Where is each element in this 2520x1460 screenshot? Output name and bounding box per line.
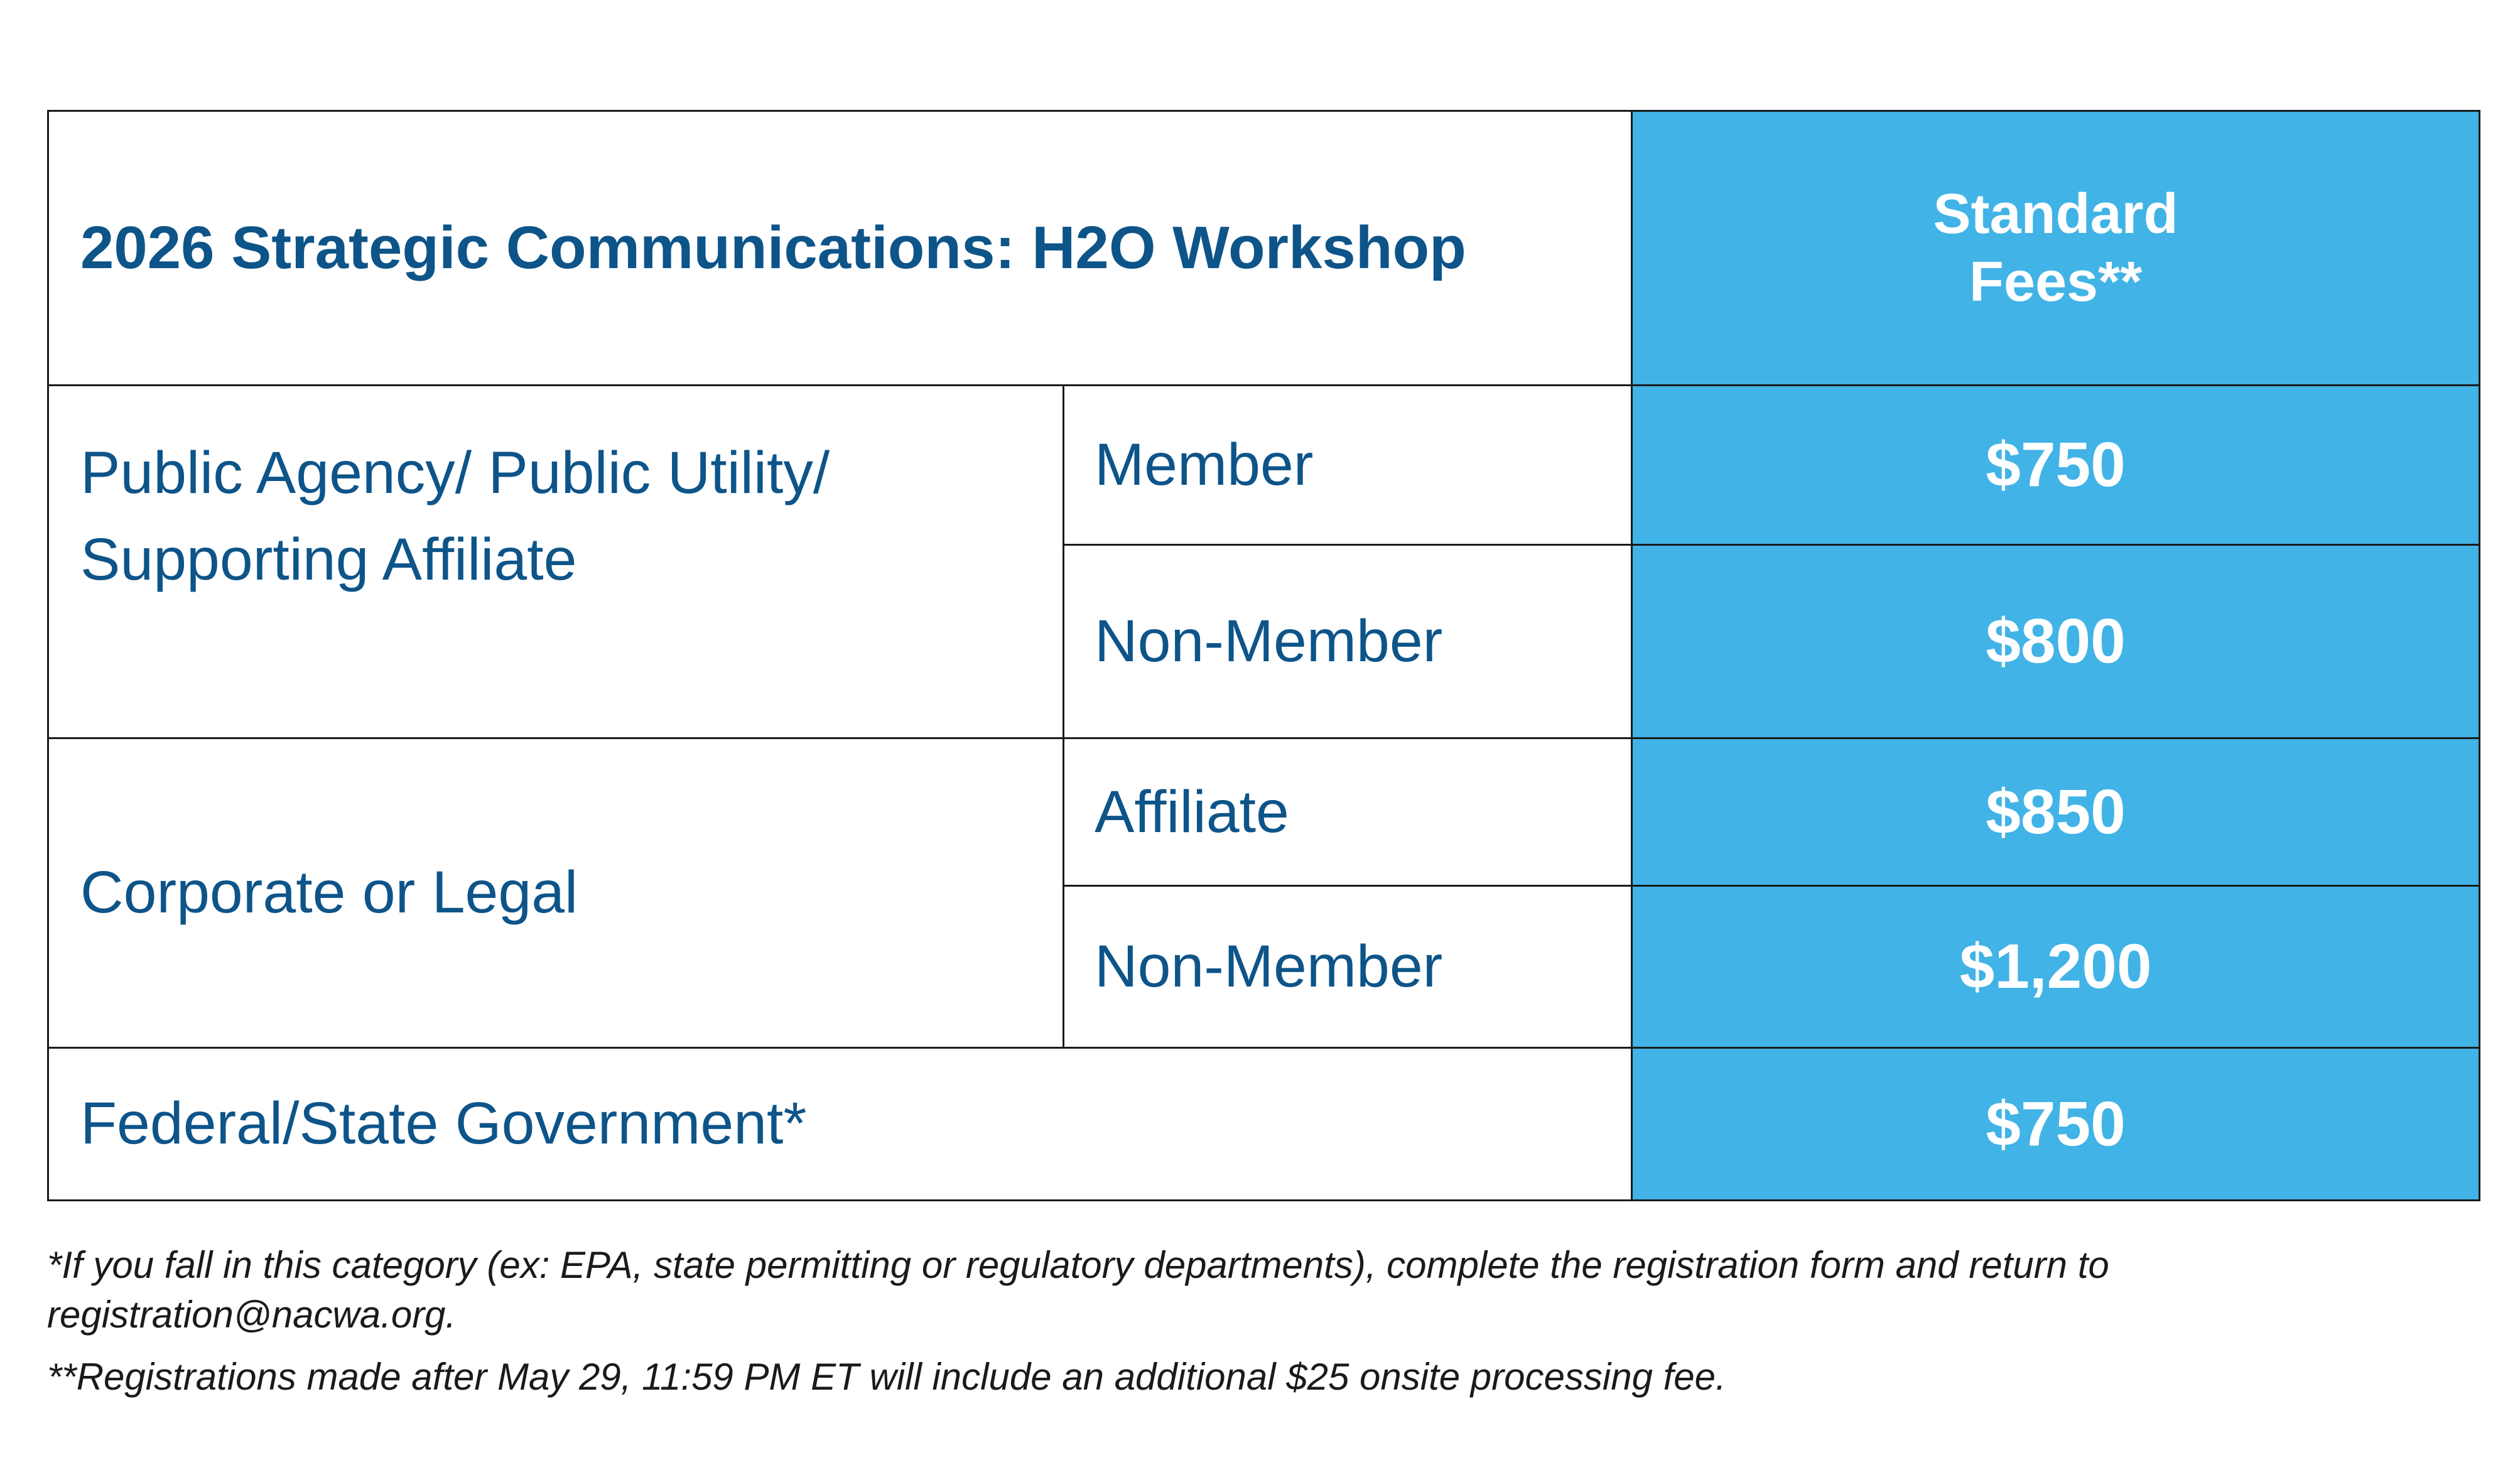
fee-value: $850 xyxy=(1632,738,2480,886)
fee-value: $750 xyxy=(1632,386,2480,545)
member-type: Affiliate xyxy=(1064,738,1632,886)
member-type: Member xyxy=(1064,386,1632,545)
table-row xyxy=(48,738,2480,886)
fee-value: $800 xyxy=(1632,545,2480,738)
fee-table xyxy=(47,110,2480,1201)
table-row xyxy=(48,386,2480,545)
fee-column-header xyxy=(1632,111,2480,386)
footnote-government: *If you fall in this category (ex: EPA, state permitting or regulatory departments), complete the registration form and return to registration@nacwa.org. xyxy=(47,1244,2109,1336)
fee-value: $750 xyxy=(1632,1048,2480,1201)
member-type: Non-Member xyxy=(1064,545,1632,738)
category-line2: Supporting Affiliate xyxy=(80,526,577,593)
fee-value: $1,200 xyxy=(1632,886,2480,1048)
category-corporate-legal: Corporate or Legal xyxy=(48,738,1064,1048)
fee-header-line2: Fees** xyxy=(1969,251,2143,313)
member-type: Non-Member xyxy=(1064,886,1632,1048)
table-row xyxy=(48,1048,2480,1201)
footnote-late-fee: **Registrations made after May 29, 11:59 PM ET will include an additional $25 onsite processing fee. xyxy=(47,1356,1726,1398)
footnotes xyxy=(47,1240,2479,1415)
fee-header-line1: Standard xyxy=(1933,183,2178,246)
category-federal-state: Federal/State Government* xyxy=(48,1048,1632,1201)
header-row xyxy=(48,111,2480,386)
category-line1: Public Agency/ Public Utility/ xyxy=(80,440,830,506)
category-public-agency xyxy=(48,386,1064,738)
table-title: 2026 Strategic Communications: H2O Workshop xyxy=(48,111,1632,386)
